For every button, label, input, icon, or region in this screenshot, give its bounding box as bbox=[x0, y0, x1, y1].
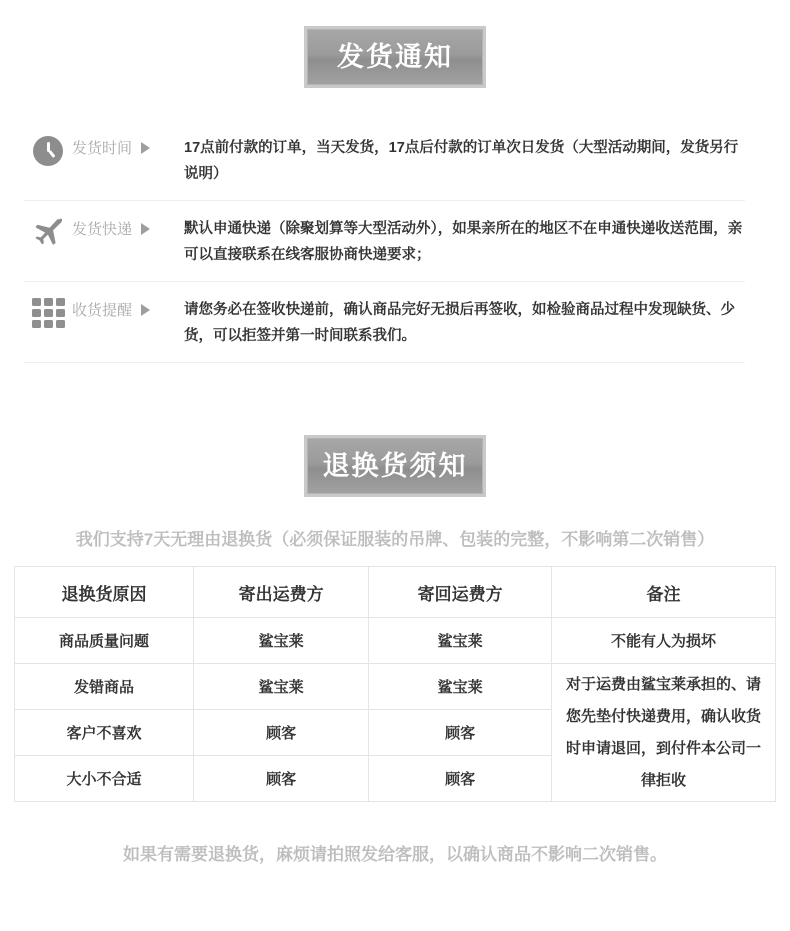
table-header-ship-out: 寄出运费方 bbox=[194, 567, 369, 618]
cell-reason: 商品质量问题 bbox=[15, 618, 194, 664]
return-banner-title: 退换货须知 bbox=[322, 450, 468, 481]
shipping-banner bbox=[304, 26, 486, 88]
shipping-time-label-cell bbox=[72, 134, 184, 158]
cell-ship-back: 顾客 bbox=[369, 710, 552, 756]
shipping-info-list bbox=[0, 120, 790, 363]
cell-ship-out: 鲨宝莱 bbox=[194, 664, 369, 710]
chevron-right-icon bbox=[141, 304, 150, 316]
cell-reason: 大小不合适 bbox=[15, 756, 194, 802]
shipping-time-text: 17点前付款的订单，当天发货，17点后付款的订单次日发货（大型活动期间，发货另行说明） bbox=[184, 140, 739, 182]
cell-ship-out: 顾客 bbox=[194, 710, 369, 756]
chevron-right-icon bbox=[141, 142, 150, 154]
shipping-banner-wrap bbox=[0, 0, 790, 88]
chevron-right-icon bbox=[141, 223, 150, 235]
cell-ship-back: 顾客 bbox=[369, 756, 552, 802]
return-footer-text: 如果有需要退换货，麻烦请拍照发给客服，以确认商品不影响二次销售。 bbox=[123, 845, 667, 864]
cell-ship-back: 鲨宝莱 bbox=[369, 618, 552, 664]
shipping-courier-label: 发货快递 bbox=[72, 221, 133, 238]
shipping-receipt-text: 请您务必在签收快递前，确认商品完好无损后再签收，如检验商品过程中发现缺货、少货，可以拒签并第一时间联系我们。 bbox=[184, 302, 735, 344]
table-header-row bbox=[15, 567, 776, 618]
return-banner-wrap bbox=[0, 363, 790, 497]
cell-reason: 客户不喜欢 bbox=[15, 710, 194, 756]
cell-reason: 发错商品 bbox=[15, 664, 194, 710]
shipping-time-label: 发货时间 bbox=[72, 140, 133, 157]
table-header-ship-back: 寄回运费方 bbox=[369, 567, 552, 618]
shipping-banner-title: 发货通知 bbox=[337, 41, 453, 72]
return-intro-text: 我们支持7天无理由退换货（必须保证服装的吊牌、包装的完整，不影响第二次销售） bbox=[75, 530, 715, 549]
shipping-courier-label-cell bbox=[72, 215, 184, 239]
shipping-info-row-courier bbox=[24, 201, 745, 282]
cell-remark-merged: 对于运费由鲨宝莱承担的、请您先垫付快递费用，确认收货时申请退回，到付件本公司一律拒收 bbox=[552, 664, 776, 802]
grid-icon bbox=[24, 296, 72, 328]
cell-ship-out: 鲨宝莱 bbox=[194, 618, 369, 664]
table-header-reason: 退换货原因 bbox=[15, 567, 194, 618]
shipping-receipt-label-cell bbox=[72, 296, 184, 320]
table-row bbox=[15, 618, 776, 664]
return-banner bbox=[304, 435, 486, 497]
shipping-info-row-time bbox=[24, 120, 745, 201]
return-policy-table bbox=[14, 566, 776, 802]
clock-icon bbox=[24, 134, 72, 166]
shipping-courier-text: 默认申通快递（除聚划算等大型活动外），如果亲所在的地区不在申通快递收送范围，亲可以直接联系在线客服协商快递要求； bbox=[184, 221, 743, 263]
cell-ship-out: 顾客 bbox=[194, 756, 369, 802]
cell-remark: 不能有人为损坏 bbox=[552, 618, 776, 664]
airplane-icon bbox=[24, 215, 72, 247]
shipping-info-row-receipt bbox=[24, 282, 745, 363]
cell-ship-back: 鲨宝莱 bbox=[369, 664, 552, 710]
table-header-remark: 备注 bbox=[552, 567, 776, 618]
return-table-wrap bbox=[0, 566, 790, 802]
table-row bbox=[15, 664, 776, 710]
shipping-receipt-label: 收货提醒 bbox=[72, 302, 133, 319]
